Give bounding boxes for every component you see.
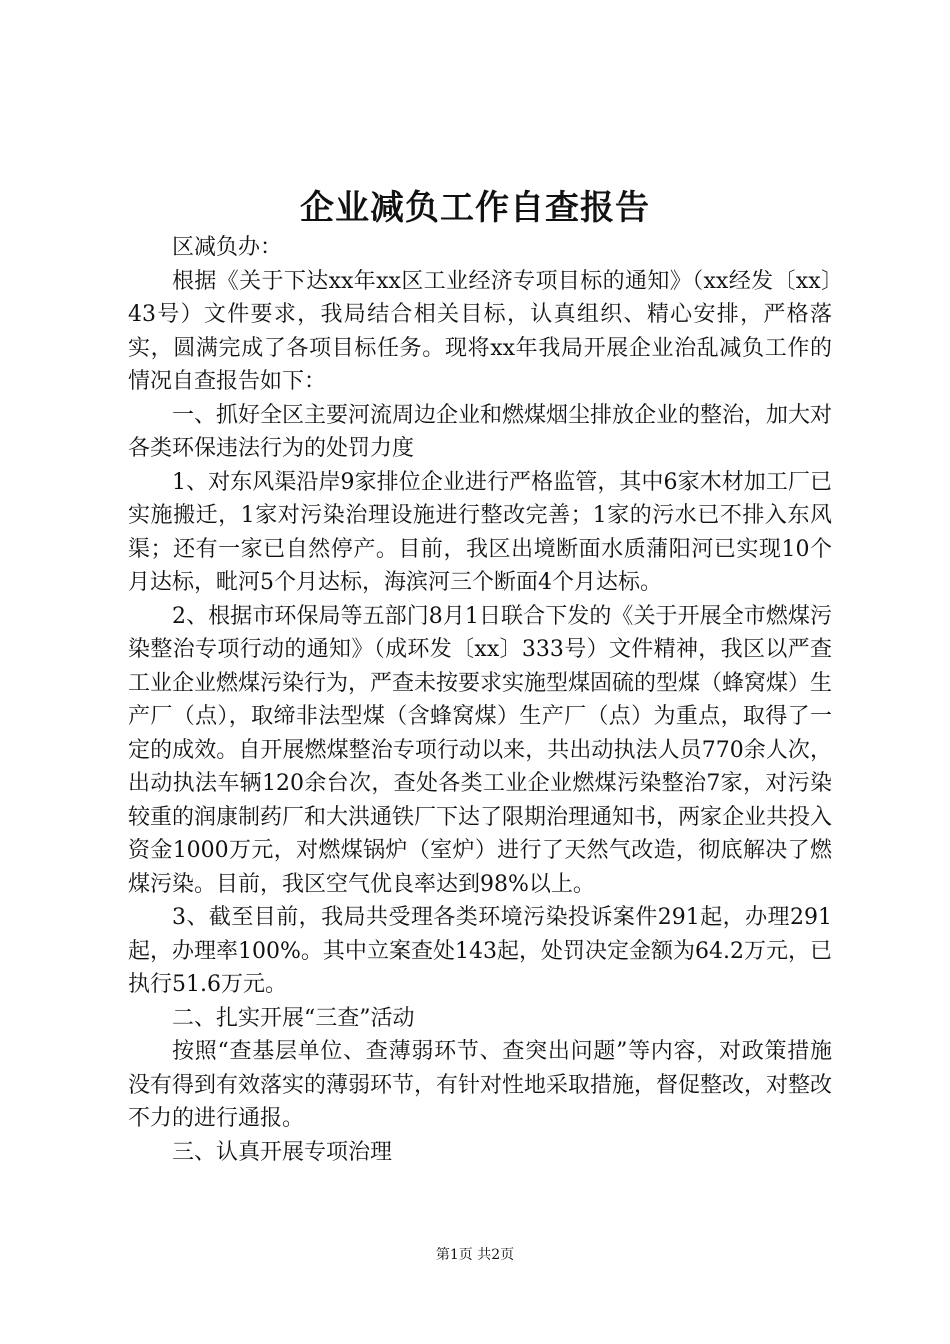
paragraph-item-2: 2、根据市环保局等五部门8月1日联合下发的《关于开展全市燃煤污染整治专项行动的通知》（成环发〔xx〕333号）文件精神，我区以严查工业企业燃煤污染行为，严查未按要求实施型煤固硫的型煤（蜂窝煤）生产厂（点），取缔非法型煤（含蜂窝煤）生产厂（点）为重点，取得了一定的成效。自开展燃煤整治专项行动以来，共出动执法人员770余人次，出动执法车辆120余台次，查处各类工业企业燃煤污染整治7家，对污染较重的润康制药厂和大洪通铁厂下达了限期治理通知书，两家企业共投入资金1000万元，对燃煤锅炉（室炉）进行了天然气改造，彻底解决了燃煤污染。目前，我区空气优良率达到98%以上。 xyxy=(128,603,833,897)
section-heading-2: 二、扎实开展“三查”活动 xyxy=(172,1005,415,1031)
paragraph-section-2: 按照“查基层单位、查薄弱环节、查突出问题”等内容，对政策措施没有得到有效落实的薄弱环节，有针对性地采取措施，督促整改，对整改不力的进行通报。 xyxy=(128,1039,833,1131)
document-body xyxy=(128,231,832,1169)
section-heading-3: 三、认真开展专项治理 xyxy=(172,1139,393,1165)
paragraph-intro: 根据《关于下达xx年xx区工业经济专项目标的通知》（xx经发〔xx〕43号）文件要求，我局结合相关目标，认真组织、精心安排，严格落实，圆满完成了各项目标任务。现将xx年我局开展企业治乱减负工作的情况自查报告如下： xyxy=(128,268,832,394)
paragraph-item-1: 1、对东风渠沿岸9家排位企业进行严格监管，其中6家木材加工厂已实施搬迁，1家对污染治理设施进行整改完善；1家的污水已不排入东风渠；还有一家已自然停产。目前，我区出境断面水质蒲阳河已实现10个月达标，毗河5个月达标，海滨河三个断面4个月达标。 xyxy=(128,469,832,595)
document-title: 企业减负工作自查报告 xyxy=(300,188,650,228)
salutation: 区减负办： xyxy=(172,235,283,260)
page-footer xyxy=(0,1245,950,1265)
page-indicator: 第1页 共2页 xyxy=(435,1247,515,1263)
paragraph-item-3: 3、截至目前，我局共受理各类环境污染投诉案件291起，办理291起，办理率100%。其中立案查处143起，处罚决定金额为64.2万元，已执行51.6万元。 xyxy=(128,905,832,997)
section-heading-1: 一、抓好全区主要河流周边企业和燃煤烟尘排放企业的整治，加大对各类环保违法行为的处罚力度 xyxy=(128,402,833,461)
